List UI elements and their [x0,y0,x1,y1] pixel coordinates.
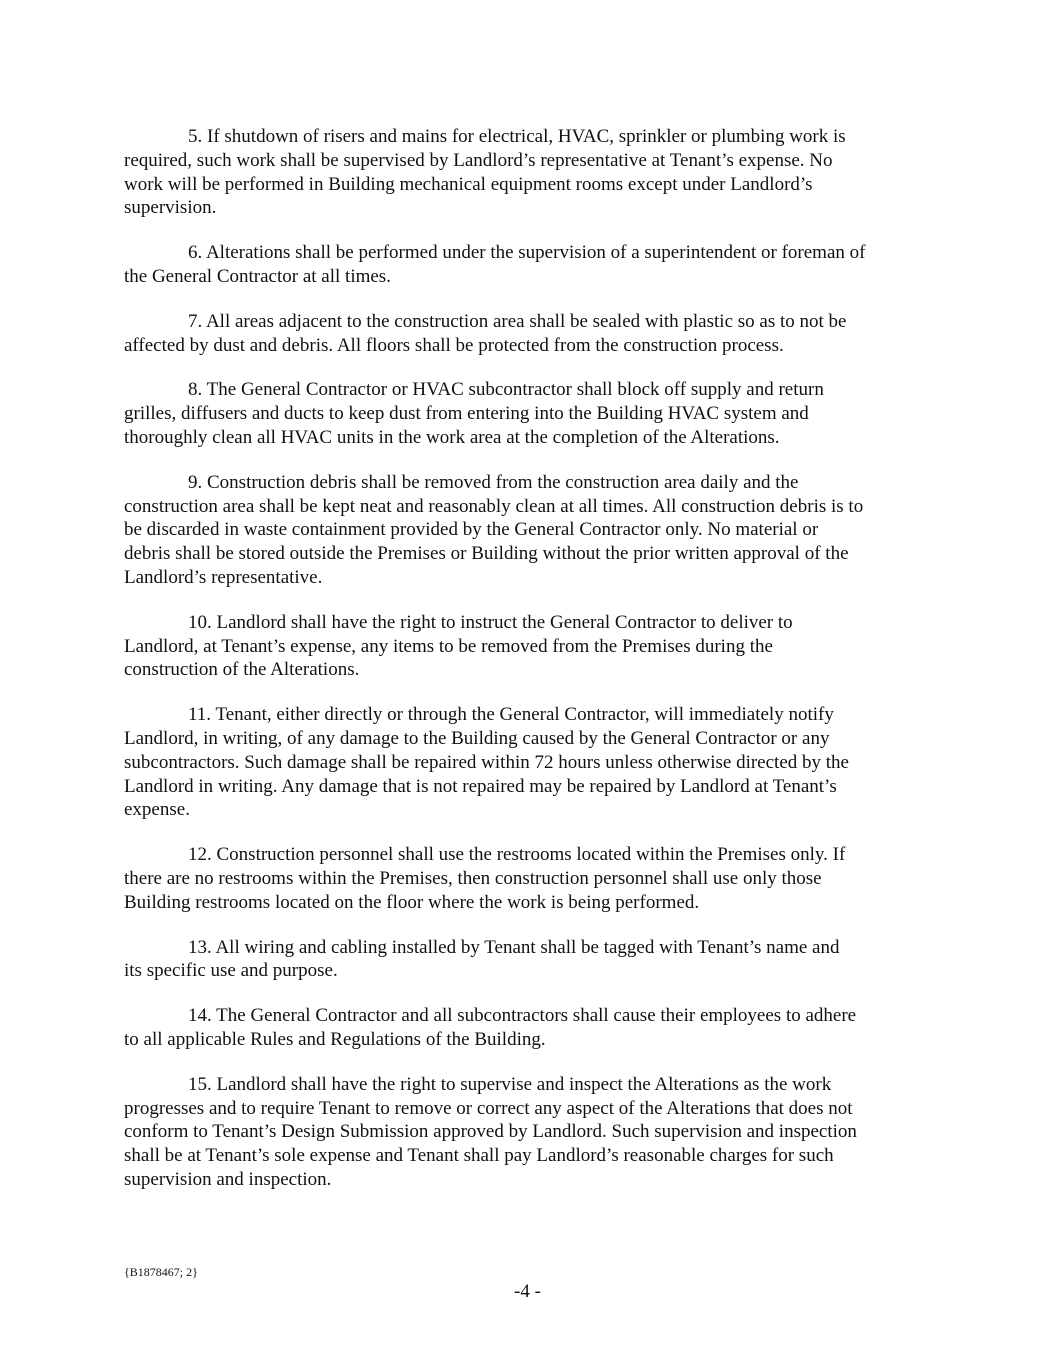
paragraph [124,611,936,682]
paragraph-line: progresses and to require Tenant to remove or correct any aspect of the Alterations that does not [124,1097,853,1119]
paragraph-line: debris shall be stored outside the Premises or Building without the prior written approval of the [124,543,849,565]
paragraph-line: construction area shall be kept neat and reasonably clean at all times. All construction debris is to [124,495,864,517]
paragraph-line: the General Contractor at all times. [124,265,391,287]
paragraph-line: construction of the Alterations. [124,659,360,681]
paragraph [124,471,936,590]
paragraph-line: 10. Landlord shall have the right to instruct the General Contractor to deliver to [188,611,793,633]
paragraph-line: 7. All areas adjacent to the construction area shall be sealed with plastic so as to not be [188,310,847,332]
paragraph-line: there are no restrooms within the Premises, then construction personnel shall use only those [124,867,822,889]
page-number: -4 - [514,1281,541,1302]
paragraph-line: 8. The General Contractor or HVAC subcontractor shall block off supply and return [188,379,824,401]
paragraph-line: to all applicable Rules and Regulations of the Building. [124,1028,546,1050]
paragraph [124,703,936,822]
paragraph-line: its specific use and purpose. [124,960,338,982]
paragraph-line: affected by dust and debris. All floors shall be protected from the construction process. [124,334,784,356]
document-id-footer: {B1878467; 2} [124,1265,198,1279]
document-body [124,125,936,1213]
paragraph-line: expense. [124,799,190,821]
paragraph-line: Landlord, in writing, of any damage to the Building caused by the General Contractor or any [124,727,830,749]
paragraph-line: 5. If shutdown of risers and mains for electrical, HVAC, sprinkler or plumbing work is [188,126,846,147]
paragraph-line: be discarded in waste containment provided by the General Contractor only. No material or [124,519,819,541]
paragraph-line: 13. All wiring and cabling installed by Tenant shall be tagged with Tenant’s name and [188,936,840,958]
paragraph-line: Landlord’s representative. [124,566,323,588]
paragraph-line: 9. Construction debris shall be removed from the construction area daily and the [188,471,799,493]
paragraph-line: 15. Landlord shall have the right to supervise and inspect the Alterations as the work [188,1073,832,1095]
paragraph-line: supervision. [124,197,217,219]
paragraph-line: thoroughly clean all HVAC units in the work area at the completion of the Alterations. [124,426,780,448]
paragraph-line: 14. The General Contractor and all subcontractors shall cause their employees to adhere [188,1005,857,1027]
paragraph-line: 6. Alterations shall be performed under the supervision of a superintendent or foreman of [188,242,866,264]
paragraph-line: Building restrooms located on the floor where the work is being performed. [124,891,700,913]
paragraph-line: Landlord, at Tenant’s expense, any items to be removed from the Premises during the [124,635,773,657]
paragraph [124,378,936,449]
paragraph-line: Landlord in writing. Any damage that is not repaired may be repaired by Landlord at Tenant’s [124,775,837,797]
paragraph-line: work will be performed in Building mechanical equipment rooms except under Landlord’s [124,173,813,195]
paragraph-line: grilles, diffusers and ducts to keep dust from entering into the Building HVAC system and [124,403,809,425]
paragraph [124,1004,936,1052]
paragraph-line: shall be at Tenant’s sole expense and Tenant shall pay Landlord’s reasonable charges for such [124,1145,834,1167]
paragraph-line: required, such work shall be supervised by Landlord’s representative at Tenant’s expense. No [124,149,833,171]
paragraph-line: conform to Tenant’s Design Submission approved by Landlord. Such supervision and inspection [124,1121,857,1143]
paragraph-line: supervision and inspection. [124,1168,332,1190]
paragraph [124,936,936,984]
paragraph [124,241,936,289]
paragraph-line: subcontractors. Such damage shall be repaired within 72 hours unless otherwise directed by the [124,751,849,773]
paragraph-line: 11. Tenant, either directly or through the General Contractor, will immediately notify [188,704,834,726]
paragraph [124,1073,936,1192]
paragraph [124,125,936,220]
paragraph [124,843,936,914]
paragraph [124,310,936,358]
paragraph-line: 12. Construction personnel shall use the restrooms located within the Premises only. If [188,844,846,866]
